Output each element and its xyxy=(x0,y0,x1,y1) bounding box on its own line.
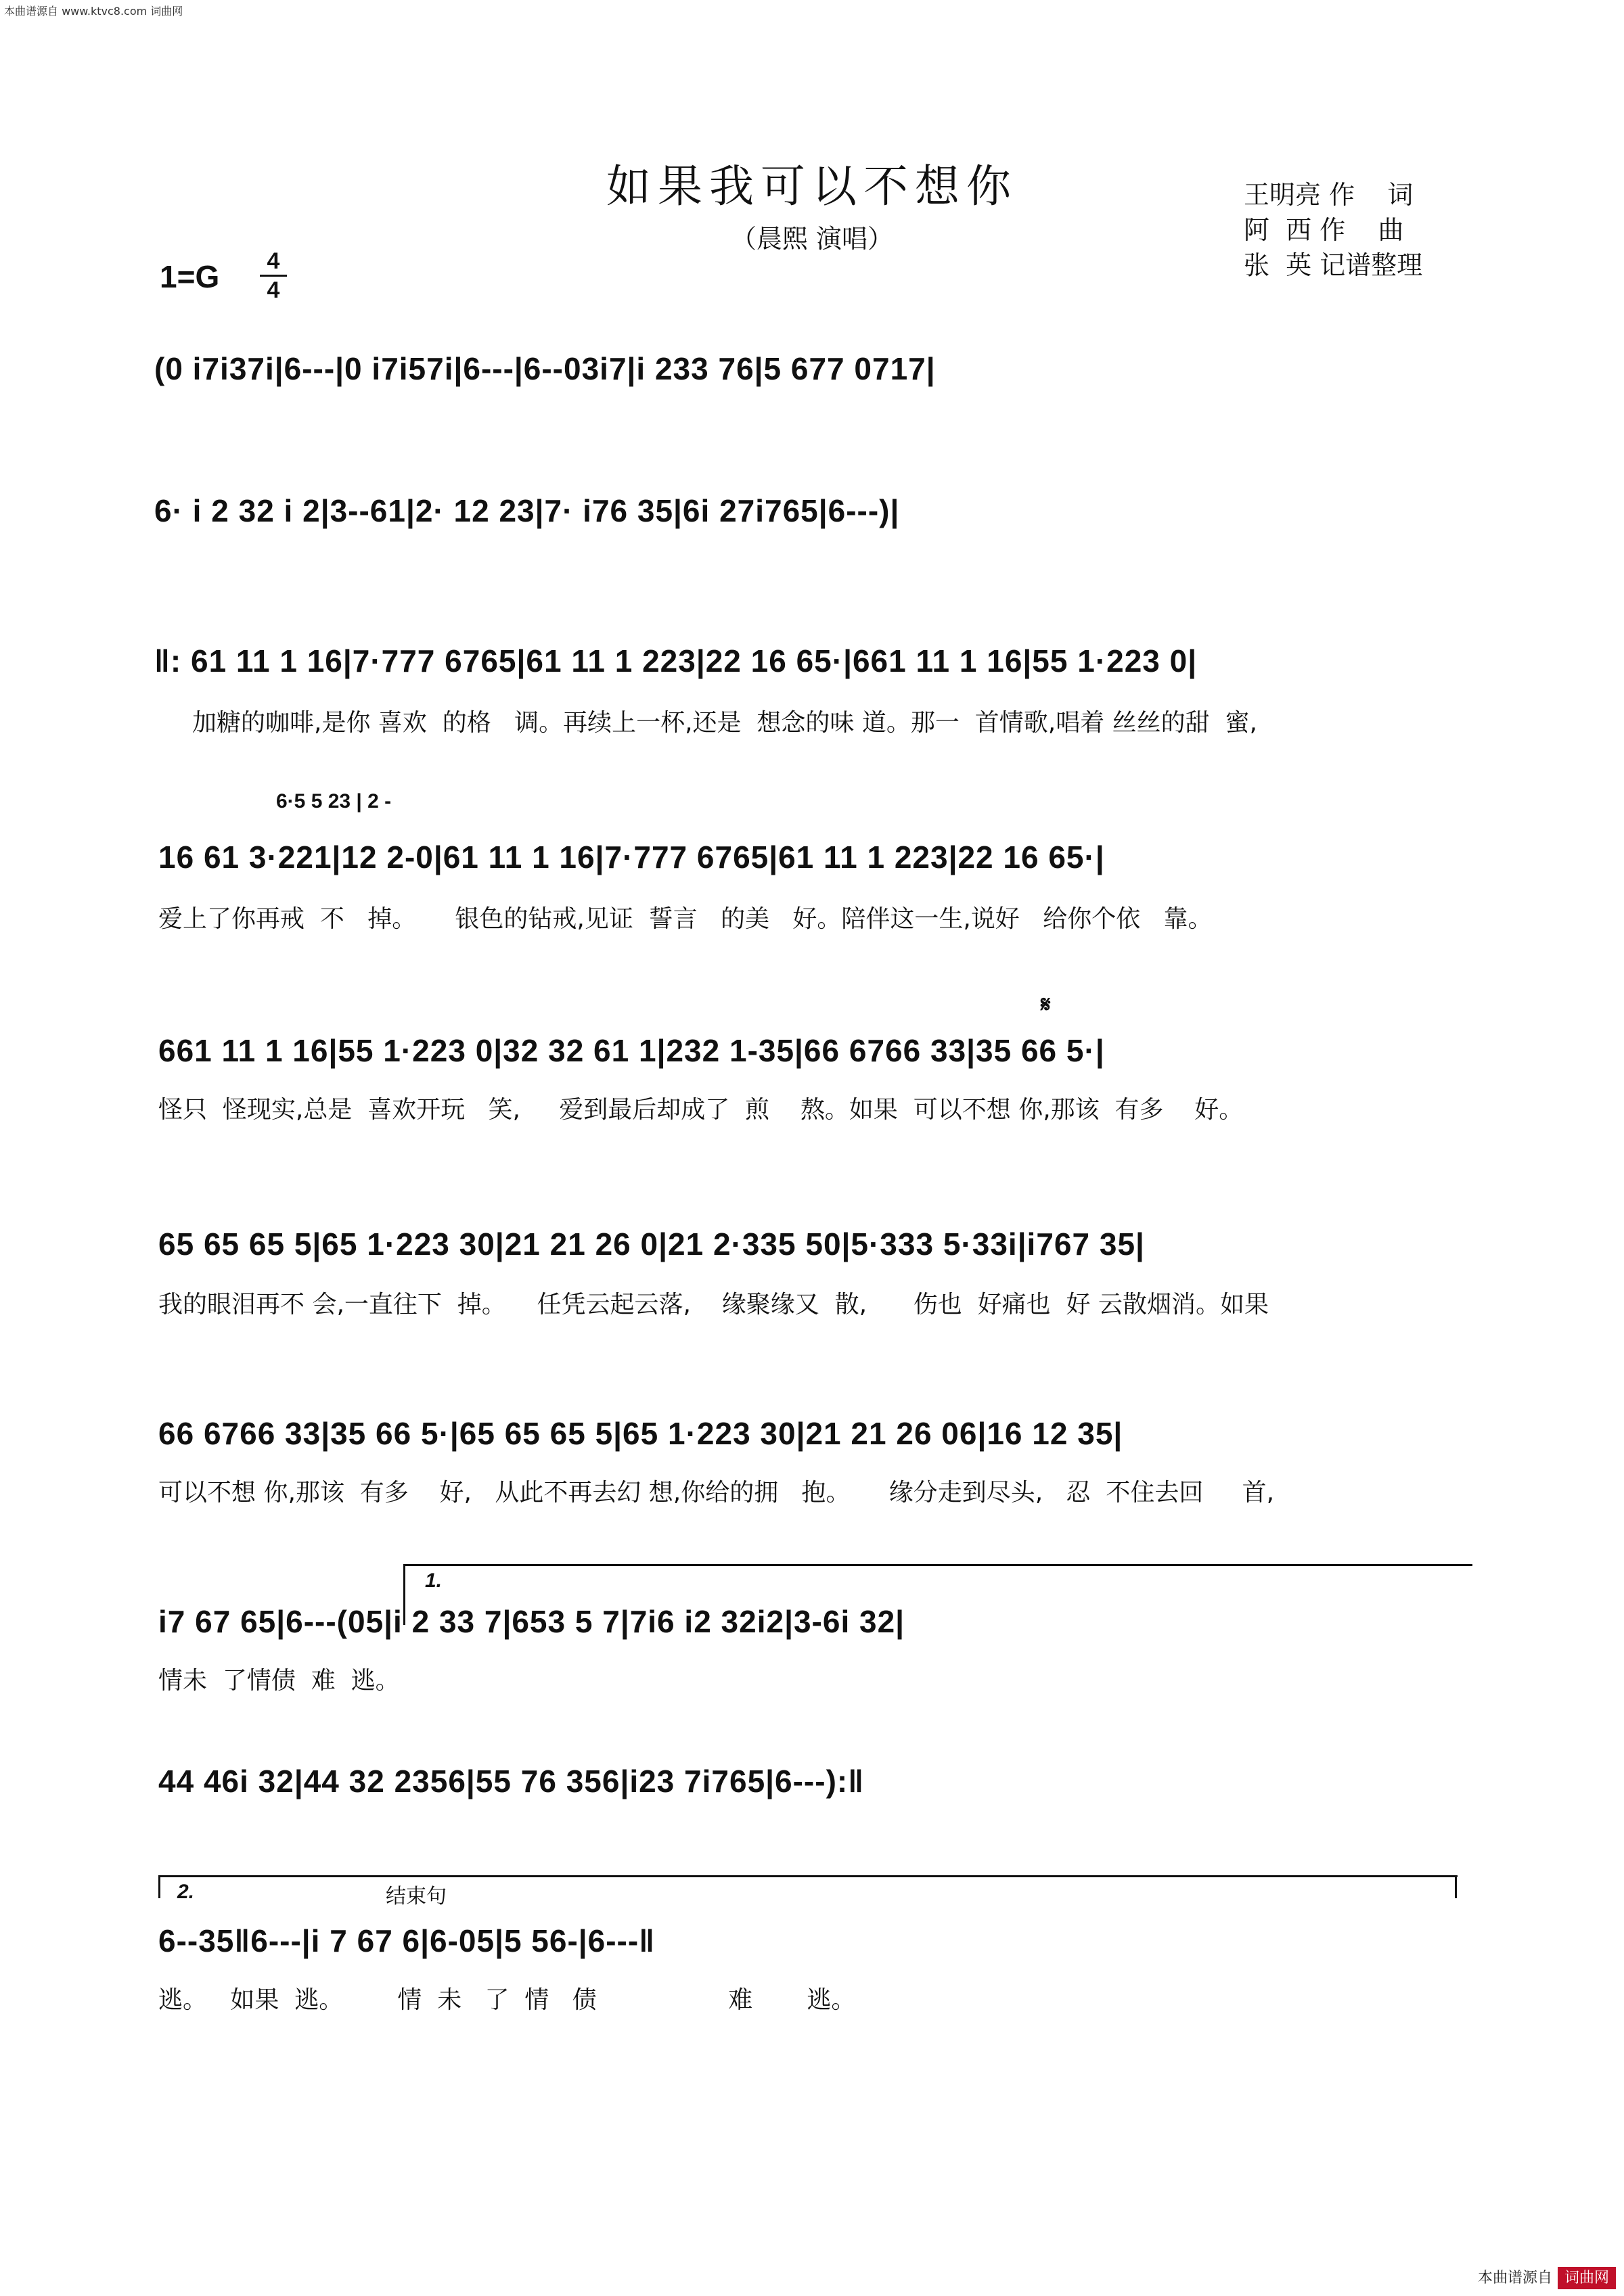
ending-label: 结束句 xyxy=(386,1885,447,1908)
time-signature xyxy=(260,249,287,302)
bottom-watermark-text: 本曲谱源自 xyxy=(1477,2270,1552,2287)
staff-1-notes: (0 i7i37i|6---|0 i7i57i|6---|6--03i7|i 233 76|5 677 0717| xyxy=(154,351,936,386)
staff-7-notes: 66 6766 33|35 66 5·|65 65 65 5|65 1·223 30|21 21 26 06|16 12 35| xyxy=(158,1416,1123,1451)
transcriber-credit: 张 英 记谱整理 xyxy=(1244,250,1423,280)
volta-2-bracket xyxy=(158,1875,1458,1877)
meter-divider xyxy=(260,275,287,277)
segno-sign: 𝄋 xyxy=(1041,992,1051,1017)
staff-4-lyrics: 爱上了你再戒 不 掉。 银色的钻戒,见证 誓言 的美 好。陪伴这一生,说好 给你个依 靠。 xyxy=(158,905,1213,933)
staff-3-lyrics: 加糖的咖啡,是你 喜欢 的格 调。再续上一杯,还是 想念的味 道。那一 首情歌,唱着 丝丝的甜 蜜, xyxy=(192,709,1257,737)
staff-5-lyrics: 怪只 怪现实,总是 喜欢开玩 笑, 爱到最后却成了 煎 熬。如果 可以不想 你,那该 有多 好。 xyxy=(158,1096,1244,1124)
volta-2-bracket-left xyxy=(158,1875,160,1898)
staff-8-lyrics: 情未 了情债 难 逃。 xyxy=(158,1667,400,1695)
song-title: 如果我可以不想你 xyxy=(606,160,1018,212)
meter-top: 4 xyxy=(267,248,280,274)
volta-2-label: 2. xyxy=(177,1881,195,1903)
staff-3-notes: ‖: 61 11 1 16|7·777 6765|61 11 1 223|22 16 65·|661 11 1 16|55 1·223 0| xyxy=(154,643,1198,679)
lyricist-credit: 王明亮 作 词 xyxy=(1244,180,1414,210)
staff-8-notes: i7 67 65|6---(05|i 2 33 7|653 5 7|7i6 i2 32i2|3-6i 32| xyxy=(158,1604,905,1639)
volta-1-label: 1. xyxy=(425,1569,443,1592)
staff-7-lyrics: 可以不想 你,那该 有多 好, 从此不再去幻 想,你给的拥 抱。 缘分走到尽头, 忍 不住去回 首, xyxy=(158,1479,1275,1507)
key-signature: 1=G xyxy=(160,259,220,294)
volta-1-bracket xyxy=(403,1564,1472,1566)
staff-5-notes: 661 11 1 16|55 1·223 0|32 32 61 1|232 1-35|66 6766 33|35 66 5·| xyxy=(158,1033,1105,1068)
staff-10-notes: 6--35‖6---|i 7 67 6|6-05|5 56-|6---‖ xyxy=(158,1923,656,1958)
site-logo: 词曲网 xyxy=(1558,2267,1616,2289)
staff-4-notes: 16 61 3·221|12 2-0|61 11 1 16|7·777 6765|61 11 1 223|22 16 65·| xyxy=(158,840,1105,875)
staff-2-notes: 6· i 2 32 i 2|3--61|2· 12 23|7· i76 35|6i 27i765|6---)| xyxy=(154,493,900,528)
composer-credit: 阿 西 作 曲 xyxy=(1244,215,1404,245)
staff-6-lyrics: 我的眼泪再不 会,一直往下 掉。 任凭云起云落, 缘聚缘又 散, 伤也 好痛也 好 云散烟消。如果 xyxy=(158,1291,1269,1318)
volta-2-bracket-right xyxy=(1455,1875,1457,1898)
staff-6-notes: 65 65 65 5|65 1·223 30|21 21 26 0|21 2·335 50|5·333 5·33i|i767 35| xyxy=(158,1226,1145,1262)
top-watermark: 本曲谱源自 www.ktvc8.com 词曲网 xyxy=(4,5,183,18)
bottom-watermark xyxy=(1478,2266,1616,2287)
credits-block xyxy=(1244,177,1422,283)
staff-10-lyrics: 逃。 如果 逃。 情 未 了 情 债 难 逃。 xyxy=(158,1986,856,2014)
alternate-phrase: 6·5 5 23 | 2 - xyxy=(276,790,392,812)
staff-9-notes: 44 46i 32|44 32 2356|55 76 356|i23 7i765|6---):‖ xyxy=(158,1764,865,1799)
meter-bottom: 4 xyxy=(267,277,280,303)
performer-subtitle: （晨熙 演唱） xyxy=(730,224,894,254)
